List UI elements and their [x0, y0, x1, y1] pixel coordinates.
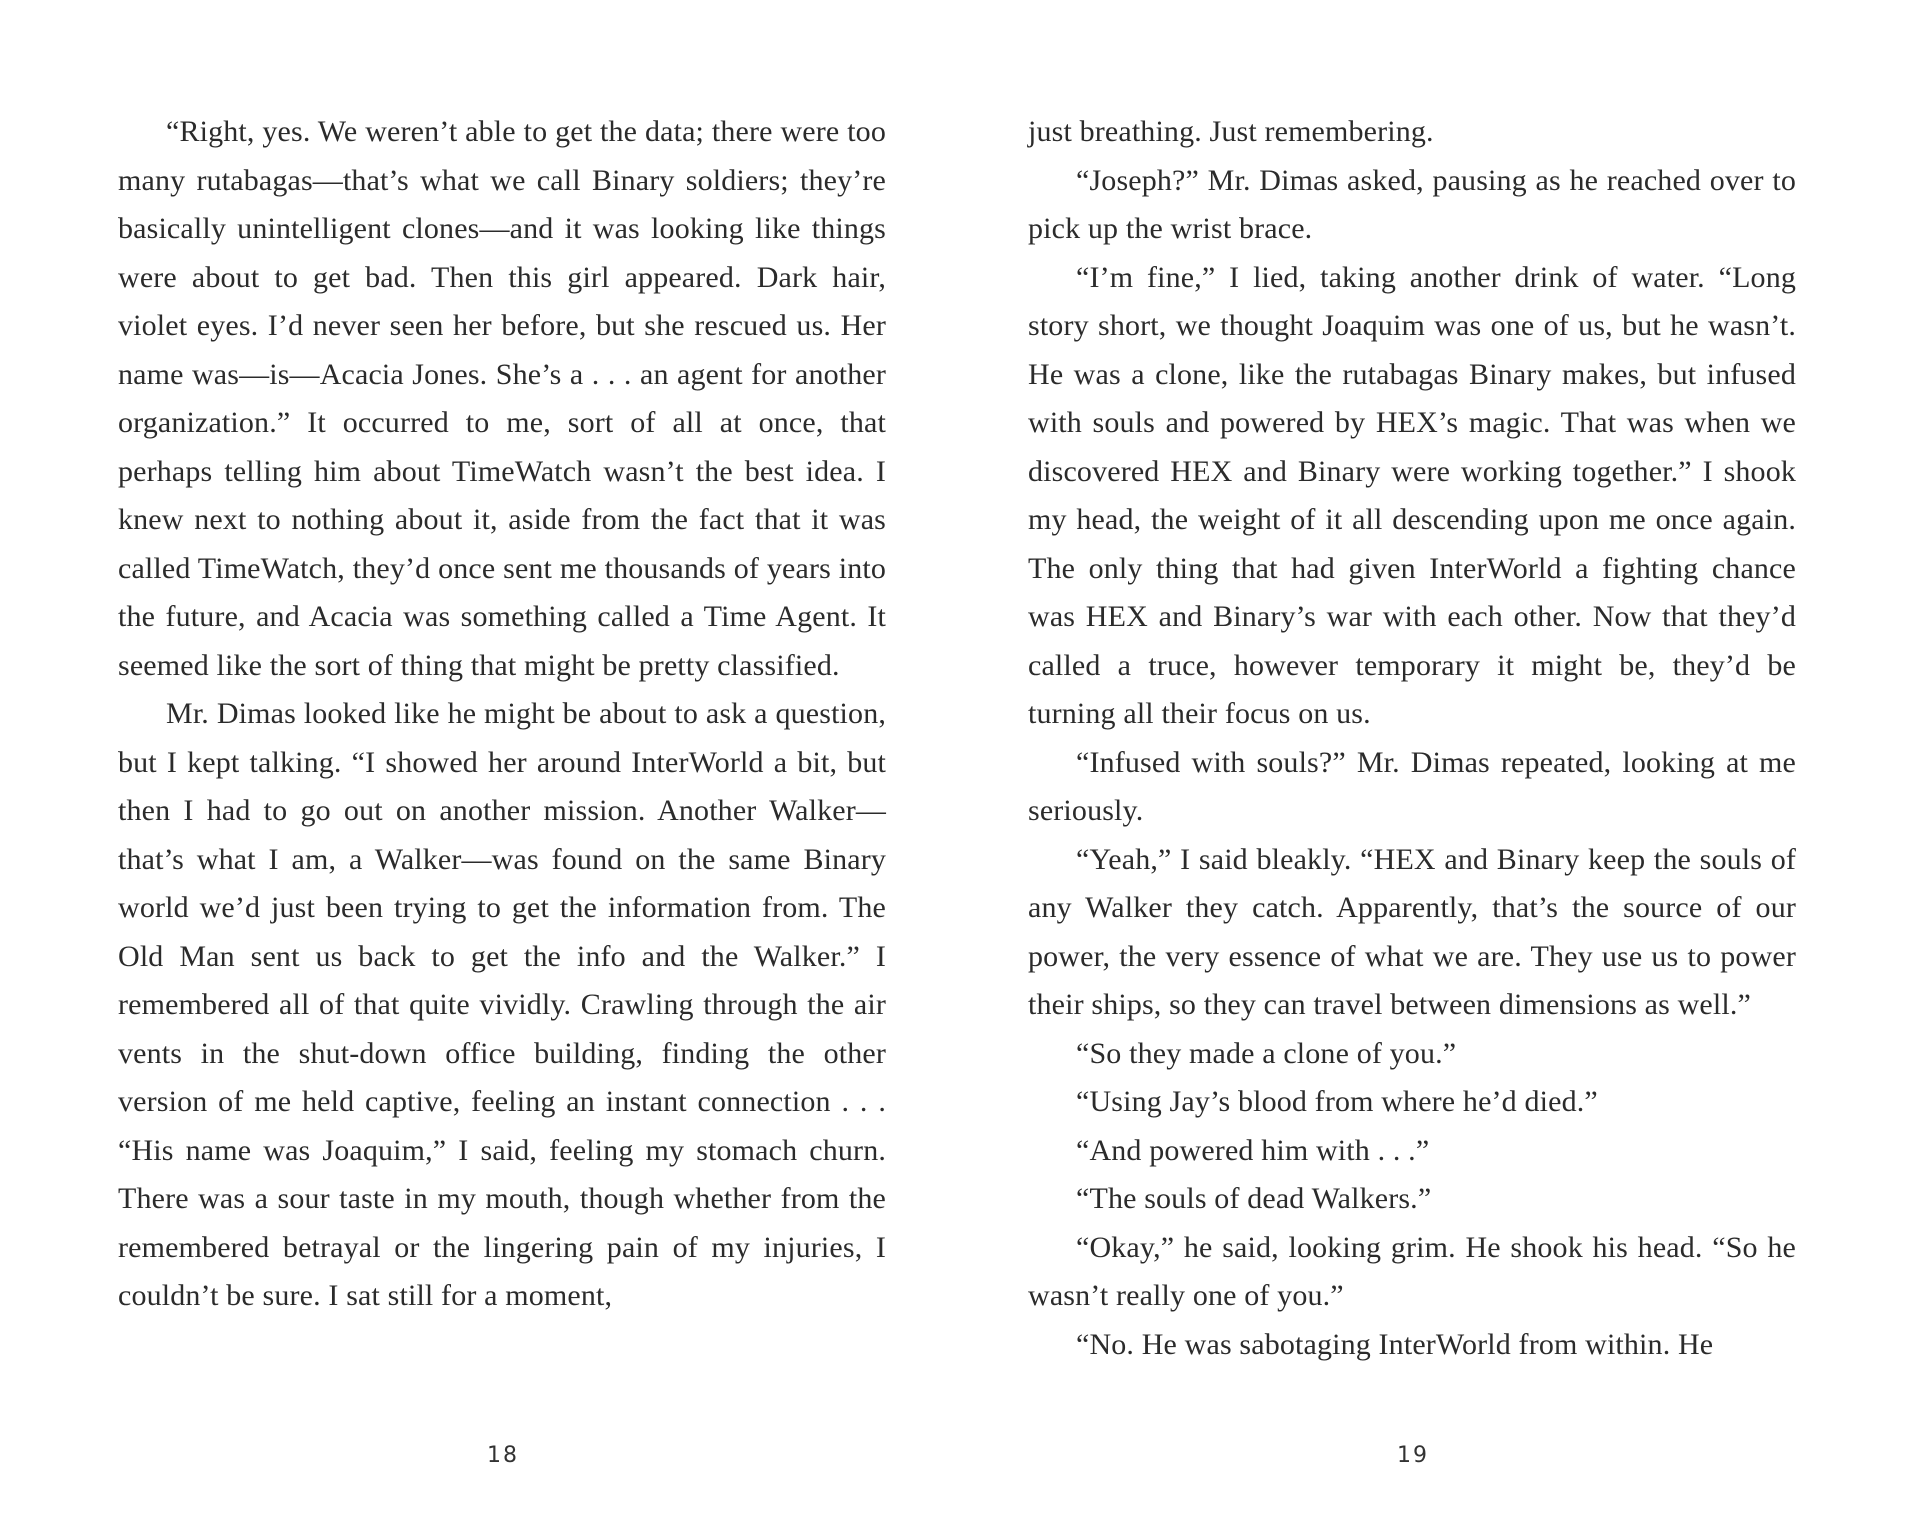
- right-paragraph-9: “The souls of dead Walkers.”: [1076, 1182, 1432, 1215]
- right-paragraph-6: “So they made a clone of you.”: [1076, 1036, 1457, 1070]
- right-paragraph-8: “And powered him with . . .”: [1076, 1133, 1430, 1167]
- right-paragraph-5: “Yeah,” I said bleakly. “HEX and Binary keep the souls of any Walker they catch. Apparently, that’s the source of our power, the very essence of what we are. They use us to power their ships, so they can travel between dimensions as well.”: [1028, 842, 1796, 1021]
- left-page-number: 18: [487, 1443, 519, 1468]
- right-paragraph-1: just breathing. Just remembering.: [1028, 115, 1434, 148]
- right-paragraph-10: “Okay,” he said, looking grim. He shook his head. “So he wasn’t really one of you.”: [1028, 1230, 1796, 1312]
- right-paragraph-11: “No. He was sabotaging InterWorld from within. He: [1076, 1327, 1714, 1361]
- right-page: [1028, 108, 1796, 1369]
- right-paragraph-2: “Joseph?” Mr. Dimas asked, pausing as he reached over to pick up the wrist brace.: [1028, 163, 1796, 245]
- left-page: [118, 108, 886, 1321]
- left-paragraph-1: “Right, yes. We weren’t able to get the data; there were too many rutabagas—that’s what we call Binary soldiers; they’re basically unintelligent clones—and it was looking like things were about to get bad. Then this girl appeared. Dark hair, violet eyes. I’d never seen her before, but she rescued us. Her name was—is—Acacia Jones. She’s a . . . an agent for another organization.” It occurred to me, sort of all at once, that perhaps telling him about TimeWatch wasn’t the best idea. I knew next to nothing about it, aside from the fact that it was called TimeWatch, they’d once sent me thousands of years into the future, and Acacia was something called a Time Agent. It seemed like the sort of thing that might be pretty classified.: [118, 115, 886, 682]
- right-paragraph-7: “Using Jay’s blood from where he’d died.”: [1076, 1085, 1598, 1118]
- right-page-number: 19: [1397, 1443, 1429, 1468]
- right-paragraph-4: “Infused with souls?” Mr. Dimas repeated, looking at me seriously.: [1028, 745, 1796, 827]
- left-paragraph-2: Mr. Dimas looked like he might be about to ask a question, but I kept talking. “I showed her around InterWorld a bit, but then I had to go out on another mission. Another Walker—that’s what I am, a Walker—was found on the same Binary world we’d just been trying to get the information from. The Old Man sent us back to get the info and the Walker.” I remembered all of that quite vividly. Crawling through the air vents in the shut-down office building, finding the other version of me held captive, feeling an instant connection . . . “His name was Joaquim,” I said, feeling my stomach churn. There was a sour taste in my mouth, though whether from the remembered betrayal or the lingering pain of my injuries, I couldn’t be sure. I sat still for a moment,: [118, 697, 886, 1312]
- right-paragraph-3: “I’m fine,” I lied, taking another drink of water. “Long story short, we thought Joaquim was one of us, but he wasn’t. He was a clone, like the rutabagas Binary makes, but infused with souls and powered by HEX’s magic. That was when we discovered HEX and Binary were working together.” I shook my head, the weight of it all descending upon me once again. The only thing that had given InterWorld a fighting chance was HEX and Binary’s war with each other. Now that they’d called a truce, however temporary it might be, they’d be turning all their focus on us.: [1028, 260, 1796, 730]
